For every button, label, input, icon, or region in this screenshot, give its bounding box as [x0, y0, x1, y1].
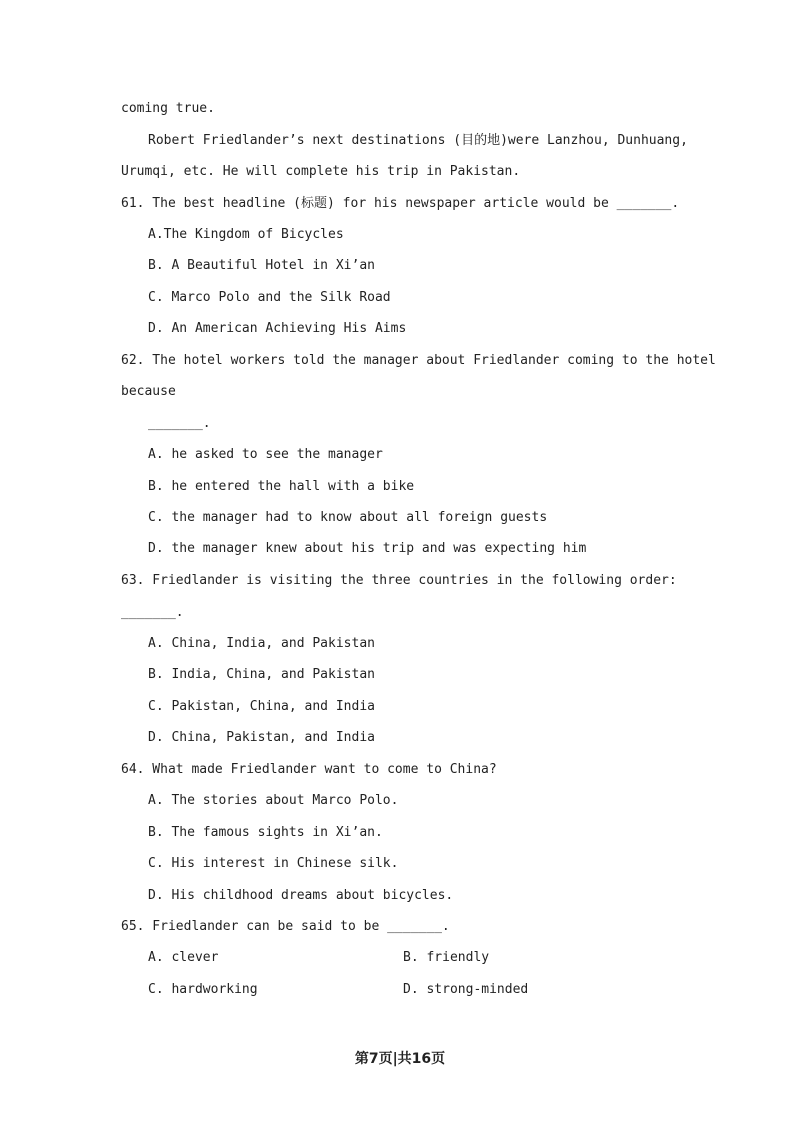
page-footer: 第7页|共16页 [354, 1051, 446, 1067]
question-61-option-b: B. A Beautiful Hotel in Xi’an [148, 258, 375, 273]
question-62-option-c: C. the manager had to know about all foreign guests [148, 510, 548, 525]
question-62-stem-cont: because [121, 384, 176, 399]
question-65-option-b: B. friendly [403, 950, 490, 965]
passage-line-1: coming true. [121, 101, 215, 116]
passage-line-2: Robert Friedlander’s next destinations (目的地)were Lanzhou, Dunhuang, [148, 133, 688, 148]
question-61-stem: 61. The best headline (标题) for his newspaper article would be _______. [121, 196, 680, 211]
question-63-stem: 63. Friedlander is visiting the three countries in the following order: [121, 573, 677, 588]
question-61-option-a: A.The Kingdom of Bicycles [148, 227, 344, 242]
question-61-option-c: C. Marco Polo and the Silk Road [148, 290, 391, 305]
question-62-option-d: D. the manager knew about his trip and was expecting him [148, 541, 587, 556]
question-63-option-d: D. China, Pakistan, and India [148, 730, 375, 745]
question-64-option-c: C. His interest in Chinese silk. [148, 856, 399, 871]
question-64-option-b: B. The famous sights in Xi’an. [148, 825, 383, 840]
question-63-blank: _______. [121, 605, 184, 620]
question-64-option-d: D. His childhood dreams about bicycles. [148, 888, 454, 903]
question-61-option-d: D. An American Achieving His Aims [148, 321, 407, 336]
question-65-option-d: D. strong-minded [403, 982, 529, 997]
question-62-option-a: A. he asked to see the manager [148, 447, 383, 462]
question-65-stem: 65. Friedlander can be said to be _______. [121, 919, 450, 934]
question-62-blank: _______. [148, 416, 211, 431]
question-63-option-c: C. Pakistan, China, and India [148, 699, 375, 714]
question-65-option-c: C. hardworking [148, 982, 258, 997]
question-63-option-b: B. India, China, and Pakistan [148, 667, 375, 682]
question-62-option-b: B. he entered the hall with a bike [148, 479, 415, 494]
question-64-option-a: A. The stories about Marco Polo. [148, 793, 399, 808]
question-62-stem: 62. The hotel workers told the manager about Friedlander coming to the hotel [121, 353, 716, 368]
passage-line-3: Urumqi, etc. He will complete his trip in Pakistan. [121, 164, 521, 179]
question-65-option-a: A. clever [148, 950, 219, 965]
question-64-stem: 64. What made Friedlander want to come to China? [121, 762, 497, 777]
question-63-option-a: A. China, India, and Pakistan [148, 636, 375, 651]
